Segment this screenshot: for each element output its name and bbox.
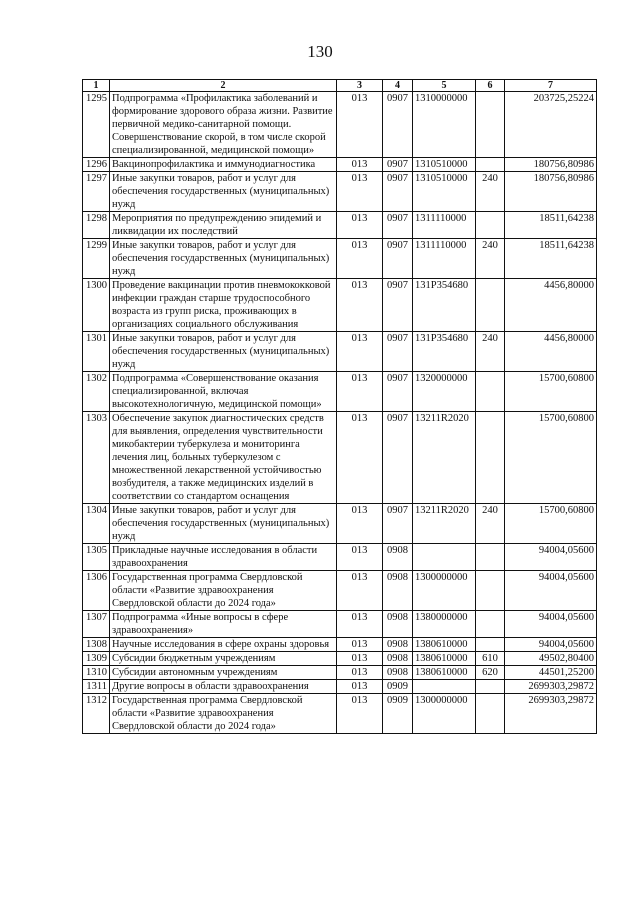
row-number: 1300 (83, 279, 110, 332)
row-expense-type (476, 638, 505, 652)
col-header-name: 2 (110, 80, 337, 92)
row-target-code: 131P354680 (413, 279, 476, 332)
table-row (83, 611, 597, 638)
table-row (83, 680, 597, 694)
row-amount: 4456,80000 (505, 332, 597, 372)
table-row (83, 571, 597, 611)
row-amount: 15700,60800 (505, 412, 597, 504)
row-admin-code: 013 (337, 212, 383, 239)
row-section-code: 0907 (383, 412, 413, 504)
row-amount: 44501,25200 (505, 666, 597, 680)
row-expense-type (476, 571, 505, 611)
row-name: Государственная программа Свердловской области «Развитие здравоохранения Свердловской области до 2024 года» (110, 571, 337, 611)
row-expense-type (476, 694, 505, 734)
table-row (83, 544, 597, 571)
row-name: Проведение вакцинации против пневмококковой инфекции граждан старше трудоспособного возраста из групп риска, проживающих в организациях социального обслуживания (110, 279, 337, 332)
row-name: Государственная программа Свердловской области «Развитие здравоохранения Свердловской области до 2024 года» (110, 694, 337, 734)
row-name: Мероприятия по предупреждению эпидемий и ликвидации их последствий (110, 212, 337, 239)
row-section-code: 0908 (383, 571, 413, 611)
row-number: 1311 (83, 680, 110, 694)
col-header-amount: 7 (505, 80, 597, 92)
table-row (83, 372, 597, 412)
row-section-code: 0907 (383, 504, 413, 544)
row-admin-code: 013 (337, 158, 383, 172)
row-section-code: 0907 (383, 372, 413, 412)
row-admin-code: 013 (337, 412, 383, 504)
row-section-code: 0908 (383, 652, 413, 666)
row-expense-type (476, 212, 505, 239)
table-row (83, 504, 597, 544)
row-name: Субсидии автономным учреждениям (110, 666, 337, 680)
row-name: Субсидии бюджетным учреждениям (110, 652, 337, 666)
row-name: Иные закупки товаров, работ и услуг для обеспечения государственных (муниципальных) нужд (110, 504, 337, 544)
row-admin-code: 013 (337, 666, 383, 680)
row-name: Подпрограмма «Иные вопросы в сфере здравоохранения» (110, 611, 337, 638)
row-amount: 2699303,29872 (505, 694, 597, 734)
row-amount: 94004,05600 (505, 544, 597, 571)
row-number: 1296 (83, 158, 110, 172)
row-section-code: 0908 (383, 638, 413, 652)
row-expense-type (476, 611, 505, 638)
row-name: Обеспечение закупок диагностических средств для выявления, определения чувствительности микобактерии туберкулеза и мониторинга лечения лиц, больных туберкулезом с множественной лекарственной устойчивостью возбудителя, а также медицинских изделий в соответствии со стандартом оснащения (110, 412, 337, 504)
row-expense-type: 240 (476, 239, 505, 279)
row-expense-type: 240 (476, 504, 505, 544)
row-name: Иные закупки товаров, работ и услуг для обеспечения государственных (муниципальных) нужд (110, 332, 337, 372)
col-header-admin-code: 3 (337, 80, 383, 92)
row-section-code: 0909 (383, 694, 413, 734)
row-amount: 203725,25224 (505, 92, 597, 158)
page-number: 130 (307, 42, 333, 61)
row-section-code: 0907 (383, 332, 413, 372)
row-expense-type (476, 92, 505, 158)
row-section-code: 0907 (383, 158, 413, 172)
row-admin-code: 013 (337, 694, 383, 734)
table-row (83, 92, 597, 158)
row-admin-code: 013 (337, 611, 383, 638)
row-expense-type (476, 279, 505, 332)
col-header-target-code: 5 (413, 80, 476, 92)
table-row (83, 412, 597, 504)
row-name: Иные закупки товаров, работ и услуг для обеспечения государственных (муниципальных) нужд (110, 172, 337, 212)
row-expense-type: 240 (476, 332, 505, 372)
row-amount: 94004,05600 (505, 638, 597, 652)
row-name: Подпрограмма «Совершенствование оказания специализированной, включая высокотехнологичную, медицинской помощи» (110, 372, 337, 412)
row-amount: 4456,80000 (505, 279, 597, 332)
row-name: Научные исследования в сфере охраны здоровья (110, 638, 337, 652)
row-target-code: 1380610000 (413, 638, 476, 652)
row-target-code (413, 680, 476, 694)
row-section-code: 0909 (383, 680, 413, 694)
row-target-code: 1320000000 (413, 372, 476, 412)
row-amount: 180756,80986 (505, 158, 597, 172)
row-expense-type (476, 412, 505, 504)
table-row (83, 212, 597, 239)
row-target-code: 1310510000 (413, 158, 476, 172)
row-expense-type (476, 544, 505, 571)
row-amount: 15700,60800 (505, 504, 597, 544)
header-row (83, 80, 597, 92)
table-row (83, 652, 597, 666)
row-amount: 94004,05600 (505, 571, 597, 611)
row-section-code: 0908 (383, 611, 413, 638)
table-row (83, 694, 597, 734)
row-section-code: 0907 (383, 239, 413, 279)
row-amount: 18511,64238 (505, 212, 597, 239)
row-section-code: 0907 (383, 212, 413, 239)
row-number: 1309 (83, 652, 110, 666)
row-admin-code: 013 (337, 571, 383, 611)
row-expense-type (476, 158, 505, 172)
row-number: 1297 (83, 172, 110, 212)
row-section-code: 0908 (383, 666, 413, 680)
row-target-code: 1310000000 (413, 92, 476, 158)
col-header-row-number: 1 (83, 80, 110, 92)
row-name: Прикладные научные исследования в области здравоохранения (110, 544, 337, 571)
row-target-code: 1380000000 (413, 611, 476, 638)
row-name: Подпрограмма «Профилактика заболеваний и формирование здорового образа жизни. Развитие первичной медико-санитарной помощи. Совершенствование скорой, в том числе скорой специализированной, медицинской помощи» (110, 92, 337, 158)
row-number: 1299 (83, 239, 110, 279)
row-name: Другие вопросы в области здравоохранения (110, 680, 337, 694)
table-row (83, 172, 597, 212)
row-target-code: 13211R2020 (413, 412, 476, 504)
row-number: 1312 (83, 694, 110, 734)
row-admin-code: 013 (337, 680, 383, 694)
row-number: 1298 (83, 212, 110, 239)
row-target-code: 1310510000 (413, 172, 476, 212)
row-target-code: 131P354680 (413, 332, 476, 372)
row-target-code: 13211R2020 (413, 504, 476, 544)
row-target-code: 1300000000 (413, 694, 476, 734)
row-section-code: 0907 (383, 172, 413, 212)
col-header-section-code: 4 (383, 80, 413, 92)
row-amount: 94004,05600 (505, 611, 597, 638)
row-number: 1304 (83, 504, 110, 544)
row-amount: 2699303,29872 (505, 680, 597, 694)
row-section-code: 0907 (383, 279, 413, 332)
row-admin-code: 013 (337, 372, 383, 412)
row-number: 1301 (83, 332, 110, 372)
row-expense-type (476, 680, 505, 694)
row-number: 1308 (83, 638, 110, 652)
row-target-code: 1380610000 (413, 652, 476, 666)
row-target-code: 1311110000 (413, 212, 476, 239)
budget-table (82, 79, 597, 734)
row-number: 1302 (83, 372, 110, 412)
col-header-expense-type: 6 (476, 80, 505, 92)
row-name: Иные закупки товаров, работ и услуг для обеспечения государственных (муниципальных) нужд (110, 239, 337, 279)
row-admin-code: 013 (337, 332, 383, 372)
row-expense-type: 240 (476, 172, 505, 212)
row-target-code: 1300000000 (413, 571, 476, 611)
row-expense-type: 620 (476, 666, 505, 680)
row-number: 1306 (83, 571, 110, 611)
row-admin-code: 013 (337, 279, 383, 332)
row-admin-code: 013 (337, 504, 383, 544)
row-admin-code: 013 (337, 544, 383, 571)
row-admin-code: 013 (337, 172, 383, 212)
table-row (83, 239, 597, 279)
row-section-code: 0907 (383, 92, 413, 158)
table-row (83, 666, 597, 680)
table-row (83, 158, 597, 172)
row-amount: 15700,60800 (505, 372, 597, 412)
row-number: 1305 (83, 544, 110, 571)
row-admin-code: 013 (337, 239, 383, 279)
row-amount: 49502,80400 (505, 652, 597, 666)
row-number: 1303 (83, 412, 110, 504)
row-expense-type: 610 (476, 652, 505, 666)
table-row (83, 279, 597, 332)
row-target-code: 1380610000 (413, 666, 476, 680)
row-admin-code: 013 (337, 92, 383, 158)
row-amount: 18511,64238 (505, 239, 597, 279)
row-target-code: 1311110000 (413, 239, 476, 279)
row-section-code: 0908 (383, 544, 413, 571)
row-name: Вакцинопрофилактика и иммунодиагностика (110, 158, 337, 172)
row-amount: 180756,80986 (505, 172, 597, 212)
row-expense-type (476, 372, 505, 412)
row-number: 1295 (83, 92, 110, 158)
row-target-code (413, 544, 476, 571)
row-number: 1307 (83, 611, 110, 638)
row-admin-code: 013 (337, 638, 383, 652)
row-number: 1310 (83, 666, 110, 680)
table-row (83, 638, 597, 652)
row-admin-code: 013 (337, 652, 383, 666)
table-row (83, 332, 597, 372)
